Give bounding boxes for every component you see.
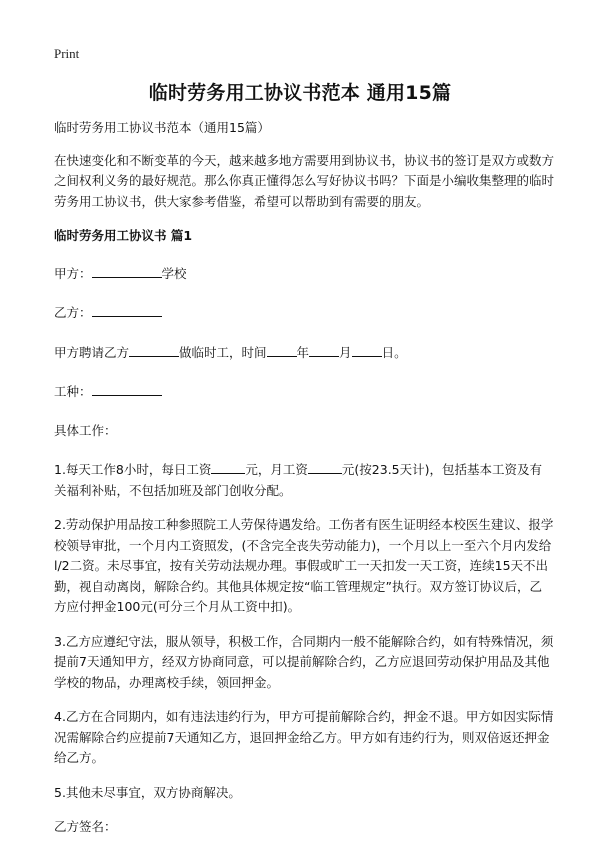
- hire-month-blank: [309, 342, 339, 357]
- work-label: 具体工作：: [54, 422, 117, 438]
- hire-day-blank: [352, 342, 382, 357]
- intro-paragraph: 在快速变化和不断变革的今天，越来越多地方需要用到协议书，协议书的签订是双方或数方之间权利义务的最好规范。那么你真正懂得怎么写好协议书吗？下面是小编收集整理的临时劳务用工协议书，供大家参考借鉴，希望可以帮助到有需要的朋友。: [54, 152, 555, 209]
- party-a-suffix: 学校: [161, 265, 187, 281]
- clause-1-text-1: 1.每天工作8小时，每日工资: [54, 462, 212, 477]
- clause-1-text-3: 元(按23.5天计)，包括基本工资及有关福利补贴，不包括加班及部门创收分配。: [54, 462, 542, 498]
- clause-2: 2.劳动保护用品按工种参照院工人劳保待遇发给。工伤者有医生证明经本校医生建议、报学校领导审批，一个月内工资照发，(不含完全丧失劳动能力)，一个月以上一至六个月内发给l/2二资。未尽事宜，按有关劳动法规办理。事假或旷工一天扣发一天工资，连续15天不出勤，视自动离岗，解除合约。其他具体规定按“临工管理规定”执行。双方签订协议后，乙方应付押金100元(可分三个月从工资中扣)。: [54, 517, 554, 614]
- party-a-label: 甲方：: [54, 265, 92, 281]
- hire-year-blank: [267, 342, 297, 357]
- clause-1-text-2: 元，月工资: [245, 462, 308, 477]
- clause-1: [54, 459, 554, 501]
- hire-text-3: 年: [296, 344, 310, 360]
- print-link[interactable]: Print: [54, 46, 80, 61]
- hire-job-blank: [129, 342, 179, 357]
- party-b-line: [54, 302, 554, 324]
- signature-label: 乙方签名：: [54, 819, 117, 834]
- party-a-blank: [92, 263, 162, 278]
- hire-text-5: 日。: [381, 344, 407, 360]
- document-subtitle: 临时劳务用工协议书范本（通用15篇）: [54, 120, 270, 135]
- job-line: [54, 381, 554, 403]
- hire-text-1: 甲方聘请乙方: [54, 344, 130, 360]
- job-blank: [92, 381, 162, 396]
- hire-line: [54, 342, 554, 364]
- party-a-line: [54, 263, 554, 285]
- job-label: 工种：: [54, 384, 92, 399]
- party-b-blank: [92, 302, 162, 317]
- hire-text-4: 月: [339, 344, 352, 360]
- section-heading: 临时劳务用工协议书 篇1: [54, 228, 193, 243]
- monthly-wage-blank: [308, 459, 342, 474]
- clause-5: 5.其他未尽事宜，双方协商解决。: [54, 784, 241, 800]
- clause-4: 4.乙方在合同期内，如有违法违约行为，甲方可提前解除合约，押金不退。甲方如因实际情况需解除合约应提前7天通知乙方，退回押金给乙方。甲方如有违约行为，则双倍返还押金给乙方。: [54, 709, 554, 765]
- daily-wage-blank: [211, 459, 245, 474]
- clause-3: 3.乙方应遵纪守法，服从领导，积极工作，合同期内一般不能解除合约，如有特殊情况，须提前7天通知甲方，经双方协商同意，可以提前解除合约，乙方应退回劳动保护用品及其他学校的物品，办理离校手续，领回押金。: [54, 633, 554, 690]
- document-body: [54, 118, 554, 852]
- document-title: 临时劳务用工协议书范本 通用15篇: [148, 82, 452, 104]
- party-b-label: 乙方：: [54, 305, 92, 320]
- hire-text-2: 做临时工，时间: [179, 344, 267, 360]
